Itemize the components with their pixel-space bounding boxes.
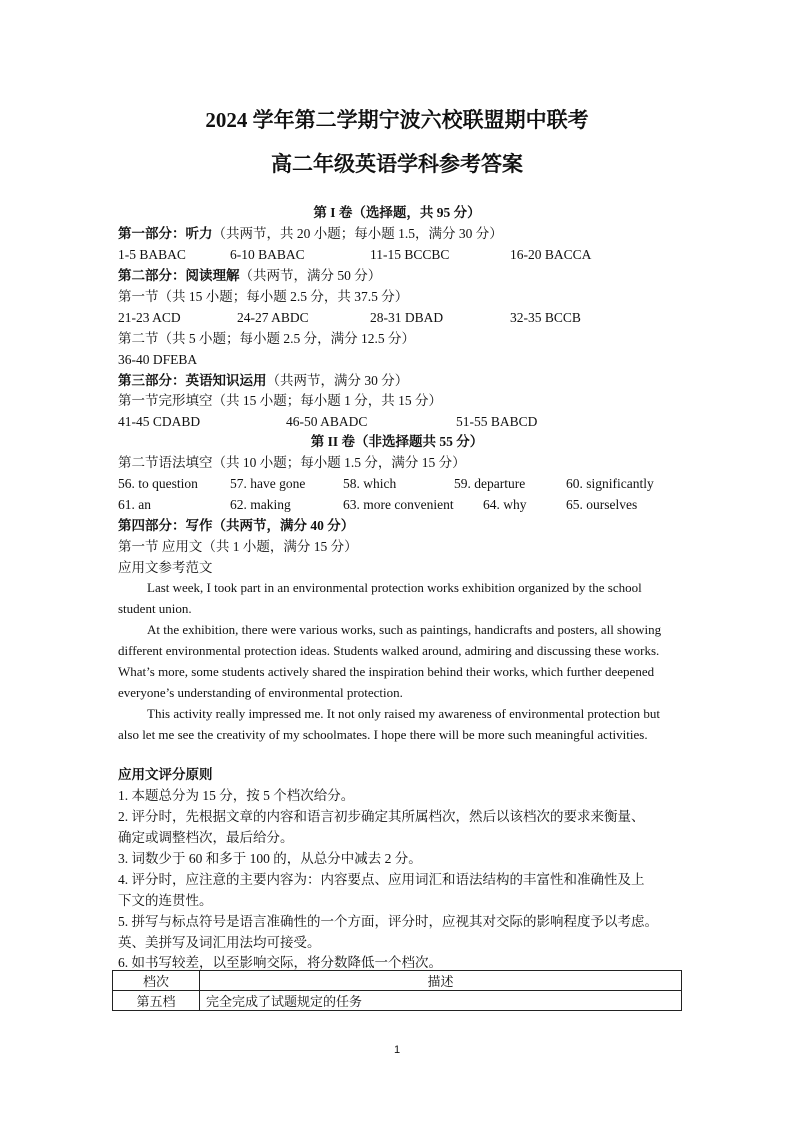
part3-section1-answers — [118, 413, 718, 431]
answer-group: 46-50 ABADC — [286, 414, 368, 429]
grammar-answer: 57. have gone — [230, 476, 306, 491]
table-header-cell: 档次 — [113, 971, 200, 991]
criteria-item: 英、美拼写及词汇用法均可接受。 — [118, 935, 321, 950]
part2-section1-heading: 第一节（共 15 小题；每小题 2.5 分，共 37.5 分） — [118, 289, 409, 304]
table-header-row — [113, 971, 682, 991]
criteria-item: 确定或调整档次，最后给分。 — [118, 830, 294, 845]
essay-paragraph: Last week, I took part in an environmental protection works exhibition organized by the school student union. — [118, 580, 642, 616]
part4-heading: 第四部分：写作（共两节，满分 40 分） — [118, 518, 355, 533]
criteria-item: 下文的连贯性。 — [118, 893, 213, 908]
part1-label: 第一部分：听力 — [118, 226, 213, 241]
table-row — [113, 991, 682, 1011]
section-one-heading: 第 I 卷（选择题，共 95 分） — [313, 205, 481, 220]
grammar-answer: 56. to question — [118, 476, 198, 491]
essay-paragraph: At the exhibition, there were various works, such as paintings, handicrafts and posters, all showing different environmental protection ideas. Students walked around, admiring and discussing these works. What’s more, some students actively shared the inspiration behind their works, which further deepened everyone’s understanding of environmental protection. — [118, 622, 662, 700]
table-cell: 完全完成了试题规定的任务 — [200, 991, 682, 1011]
essay-paragraph: This activity really impressed me. It not only raised my awareness of environmental protection but also let me see the creativity of my schoolmates. I hope there will be more such meaningful activities. — [118, 706, 660, 742]
grammar-answer: 58. which — [343, 476, 397, 491]
table-cell: 第五档 — [113, 991, 200, 1011]
grammar-answers-row-1 — [118, 475, 678, 493]
grammar-answers-row-2 — [118, 496, 678, 514]
grammar-answer: 61. an — [118, 497, 151, 512]
criteria-item: 2. 评分时，先根据文章的内容和语言初步确定其所属档次，然后以该档次的要求来衡量、 — [118, 809, 645, 824]
section-two-heading: 第 II 卷（非选择题共 55 分） — [310, 434, 484, 449]
criteria-heading: 应用文评分原则 — [118, 767, 213, 782]
criteria-item: 3. 词数少于 60 和多于 100 的，从总分中减去 2 分。 — [118, 851, 422, 866]
answer-group: 11-15 BCCBC — [370, 247, 450, 262]
part3-label: 第三部分：英语知识运用 — [118, 373, 267, 388]
grammar-heading: 第二节语法填空（共 10 小题；每小题 1.5 分，满分 15 分） — [118, 455, 466, 470]
answer-group: 28-31 DBAD — [370, 310, 444, 325]
part1-heading — [118, 225, 503, 243]
answer-group: 6-10 BABAC — [230, 247, 305, 262]
exam-title: 2024 学年第二学期宁波六校联盟期中联考 — [205, 108, 589, 132]
part2-section1-answers — [118, 309, 718, 327]
table-header-cell: 描述 — [200, 971, 682, 991]
answer-group: 51-55 BABCD — [456, 414, 538, 429]
criteria-item: 5. 拼写与标点符号是语言准确性的一个方面，评分时，应视其对交际的影响程度予以考虑。 — [118, 914, 658, 929]
part2-section2-answer: 36-40 DFEBA — [118, 352, 198, 367]
grammar-answer: 63. more convenient — [343, 497, 454, 512]
part3-heading — [118, 372, 408, 390]
grammar-answer: 65. ourselves — [566, 497, 638, 512]
sample-essay-label: 应用文参考范文 — [118, 560, 213, 575]
grammar-answer: 64. why — [483, 497, 527, 512]
grammar-answer: 60. significantly — [566, 476, 654, 491]
exam-subtitle: 高二年级英语学科参考答案 — [271, 152, 523, 176]
grammar-answer: 62. making — [230, 497, 291, 512]
part1-answers-row — [118, 246, 718, 264]
answer-group: 21-23 ACD — [118, 310, 181, 325]
part2-label: 第二部分：阅读理解 — [118, 268, 240, 283]
answer-group: 24-27 ABDC — [237, 310, 309, 325]
sample-essay — [118, 577, 678, 745]
answer-group: 16-20 BACCA — [510, 247, 592, 262]
criteria-item: 1. 本题总分为 15 分，按 5 个档次给分。 — [118, 788, 355, 803]
part3-section1-heading: 第一节完形填空（共 15 小题；每小题 1 分，共 15 分） — [118, 393, 442, 408]
criteria-item: 6. 如书写较差，以至影响交际，将分数降低一个档次。 — [118, 955, 442, 970]
part2-detail: （共两节，满分 50 分） — [239, 268, 382, 283]
part1-detail: （共两节，共 20 小题；每小题 1.5，满分 30 分） — [212, 226, 503, 241]
answer-group: 32-35 BCCB — [510, 310, 581, 325]
part2-section2-heading: 第二节（共 5 小题；每小题 2.5 分，满分 12.5 分） — [118, 331, 415, 346]
page-number: 1 — [393, 1044, 401, 1056]
answer-group: 41-45 CDABD — [118, 414, 201, 429]
answer-group: 1-5 BABAC — [118, 247, 186, 262]
grading-table — [112, 970, 682, 1011]
criteria-item: 4. 评分时，应注意的主要内容为：内容要点、应用词汇和语法结构的丰富性和准确性及上 — [118, 872, 645, 887]
writing-section1-heading: 第一节 应用文（共 1 小题，满分 15 分） — [118, 539, 358, 554]
part3-detail: （共两节，满分 30 分） — [266, 373, 409, 388]
grammar-answer: 59. departure — [454, 476, 526, 491]
part2-heading — [118, 267, 381, 285]
